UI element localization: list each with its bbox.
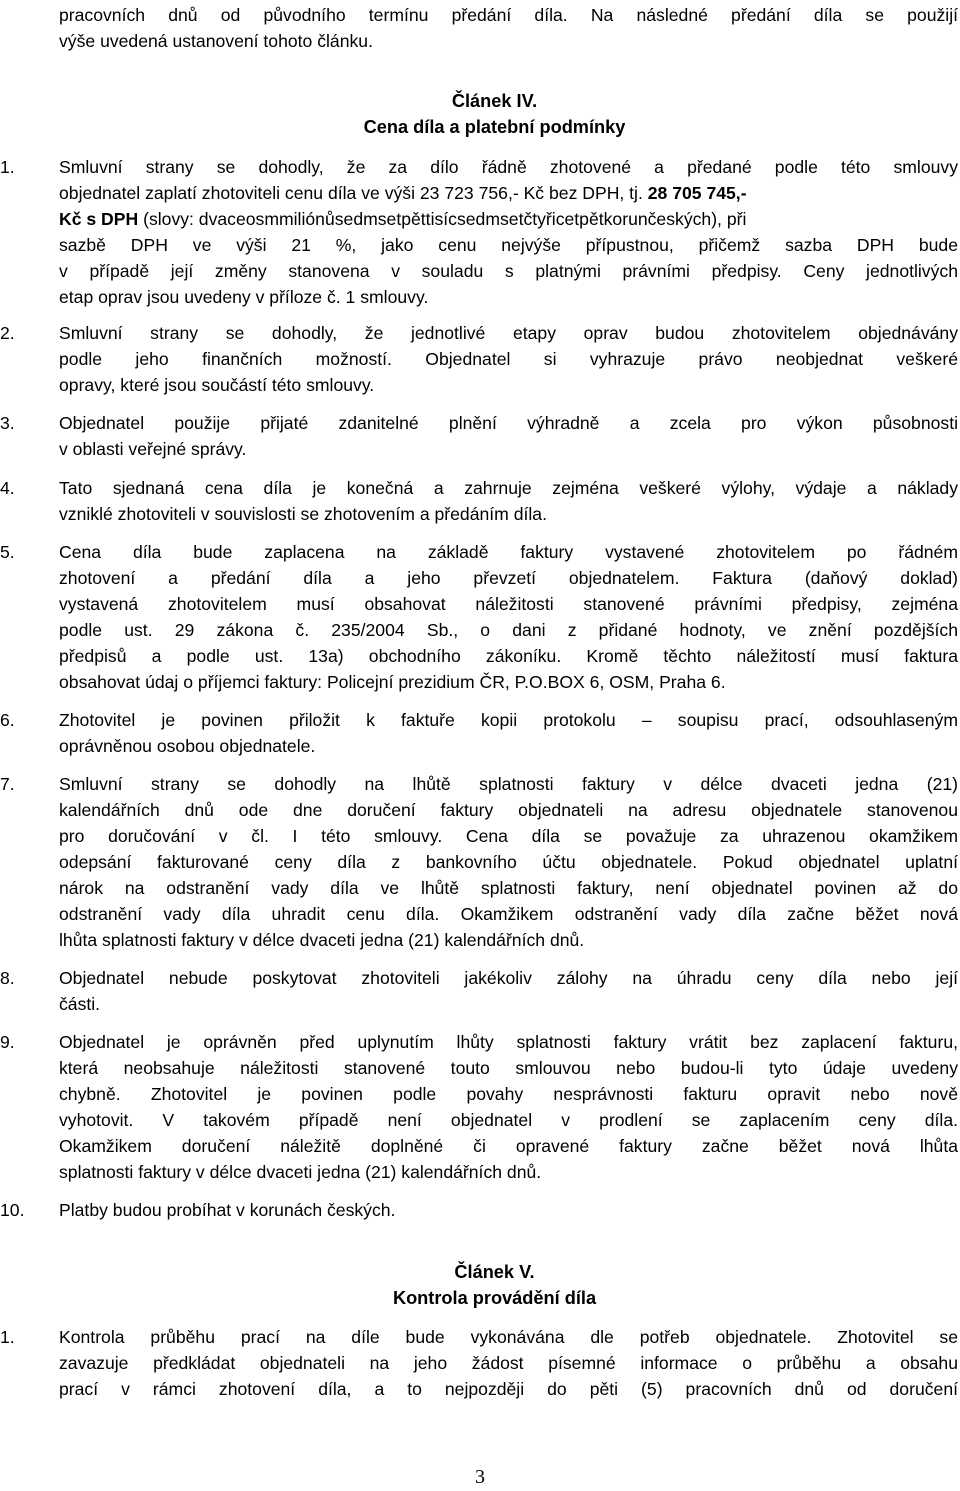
paragraph-line: Objednatel použije přijaté zdanitelné plnění výhradně a zcela pro výkon působnosti bbox=[59, 413, 958, 433]
paragraph-line: kalendářních dnů ode dne doručení faktury objednateli na adresu objednatele stanovenou bbox=[59, 800, 958, 820]
paragraph-line: odstranění vady díla uhradit cenu díla. Okamžikem odstranění vady díla začne běžet nová bbox=[59, 904, 958, 924]
paragraph-line: předpisů a podle ust. 13a) obchodního zákoníku. Kromě těchto náležitostí musí faktura bbox=[59, 646, 958, 666]
paragraph-line: lhůta splatnosti faktury v délce dvaceti jedna (21) kalendářních dnů. bbox=[59, 930, 585, 950]
paragraph-line: v případě její změny stanovena v souladu s platnými právními předpisy. Ceny jednotlivých bbox=[59, 261, 958, 281]
item-number: 1. bbox=[0, 1327, 15, 1347]
paragraph-line: podle ust. 29 zákona č. 235/2004 Sb., o dani z přidané hodnoty, ve znění pozdějších bbox=[59, 620, 958, 640]
item-number: 2. bbox=[0, 323, 15, 343]
paragraph-line: vystavená zhotovitelem musí obsahovat náležitosti stanovené právními předpisy, zejména bbox=[59, 594, 958, 614]
paragraph-line: pro doručování v čl. I této smlouvy. Cena díla se považuje za uhrazenou okamžikem bbox=[59, 826, 958, 846]
page-number: 3 bbox=[475, 1466, 485, 1488]
paragraph-line: oprávněnou osobou objednatele. bbox=[59, 736, 316, 756]
paragraph-line: Okamžikem doručení náležitě doplněné či opravené faktury začne běžet nová lhůta bbox=[59, 1136, 958, 1156]
paragraph-line: prací v rámci zhotovení díla, a to nejpozději do pěti (5) pracovních dnů od doručení bbox=[59, 1379, 958, 1399]
paragraph-line: Cena díla bude zaplacena na základě faktury vystavené zhotovitelem po řádném bbox=[59, 542, 958, 562]
paragraph-line: nárok na odstranění vady díla ve lhůtě splatnosti faktury, není objednatel povinen až do bbox=[59, 878, 958, 898]
price-with-vat: 28 705 745,- bbox=[647, 183, 747, 203]
item-number: 3. bbox=[0, 413, 15, 433]
paragraph-line: chybně. Zhotovitel je povinen podle povahy nesprávnosti fakturu opravit nebo nově bbox=[59, 1084, 958, 1104]
paragraph-line: která neobsahuje náležitosti stanovené touto smlouvou nebo budou-li tyto údaje uvedeny bbox=[59, 1058, 958, 1078]
paragraph-line: Smluvní strany se dohodly, že za dílo řádně zhotovené a předané podle této smlouvy bbox=[59, 157, 958, 177]
item-number: 1. bbox=[0, 157, 15, 177]
paragraph-line: etap oprav jsou uvedeny v příloze č. 1 smlouvy. bbox=[59, 287, 429, 307]
paragraph-line: vyhotovit. V takovém případě není objednatel v prodlení se zaplacením ceny díla. bbox=[59, 1110, 958, 1130]
paragraph-line: Kontrola průběhu prací na díle bude vykonávána dle potřeb objednatele. Zhotovitel se bbox=[59, 1327, 958, 1347]
paragraph-line: části. bbox=[59, 994, 101, 1014]
article-4-title: Cena díla a platební podmínky bbox=[363, 117, 626, 137]
intro-line-1: pracovních dnů od původního termínu předání díla. Na následné předání díla se použijí bbox=[59, 5, 958, 25]
paragraph-line: obsahovat údaj o příjemci faktury: Policejní prezidium ČR, P.O.BOX 6, OSM, Praha 6. bbox=[59, 672, 726, 692]
paragraph-line: Smluvní strany se dohodly na lhůtě splatnosti faktury v délce dvaceti jedna (21) bbox=[59, 774, 958, 794]
paragraph-line: Kč s DPH (slovy: dvaceosmmiliónůsedmsetpěttisícsedmsetčtyřicetpětkorunčeských), při bbox=[59, 209, 747, 229]
paragraph-line: podle jeho finančních možností. Objednatel si vyhrazuje právo neobjednat veškeré bbox=[59, 349, 958, 369]
item-number: 6. bbox=[0, 710, 15, 730]
paragraph-line: Objednatel nebude poskytovat zhotoviteli jakékoliv zálohy na úhradu ceny díla nebo její bbox=[59, 968, 958, 988]
paragraph-line: Platby budou probíhat v korunách českých. bbox=[59, 1200, 396, 1220]
paragraph-line: vzniklé zhotoviteli v souvislosti se zhotovením a předáním díla. bbox=[59, 504, 547, 524]
item-number: 10. bbox=[0, 1200, 25, 1220]
paragraph-line: zavazuje předkládat objednateli na jeho žádost písemné informace o průběhu a obsahu bbox=[59, 1353, 958, 1373]
paragraph-line: zhotovení a předání díla a jeho převzetí objednatelem. Faktura (daňový doklad) bbox=[59, 568, 958, 588]
paragraph-line: splatnosti faktury v délce dvaceti jedna (21) kalendářních dnů. bbox=[59, 1162, 542, 1182]
paragraph-line: sazbě DPH ve výši 21 %, jako cenu nejvýše přípustnou, přičemž sazba DPH bude bbox=[59, 235, 958, 255]
item-number: 4. bbox=[0, 478, 15, 498]
article-4-heading: Článek IV. bbox=[451, 91, 538, 111]
paragraph-line: opravy, které jsou součástí této smlouvy. bbox=[59, 375, 375, 395]
article-5-heading: Článek V. bbox=[454, 1262, 535, 1282]
item-number: 5. bbox=[0, 542, 15, 562]
paragraph-line: Zhotovitel je povinen přiložit k faktuře kopii protokolu – soupisu prací, odsouhlaseným bbox=[59, 710, 958, 730]
paragraph-line: Objednatel je oprávněn před uplynutím lhůty splatnosti faktury vrátit bez zaplacení fakturu, bbox=[59, 1032, 958, 1052]
paragraph-line: v oblasti veřejné správy. bbox=[59, 439, 247, 459]
item-number: 8. bbox=[0, 968, 15, 988]
paragraph-line: odepsání fakturované ceny díla z bankovního účtu objednatele. Pokud objednatel uplatní bbox=[59, 852, 958, 872]
paragraph-line: Tato sjednaná cena díla je konečná a zahrnuje zejména veškeré výlohy, výdaje a náklady bbox=[59, 478, 958, 498]
item-number: 9. bbox=[0, 1032, 15, 1052]
intro-line-2: výše uvedená ustanovení tohoto článku. bbox=[59, 31, 373, 51]
paragraph-line: Smluvní strany se dohodly, že jednotlivé etapy oprav budou zhotovitelem objednávány bbox=[59, 323, 958, 343]
paragraph-line: objednatel zaplatí zhotoviteli cenu díla ve výši 23 723 756,- Kč bez DPH, tj. 28 705 745,- bbox=[59, 183, 747, 203]
article-5-title: Kontrola provádění díla bbox=[392, 1288, 597, 1308]
item-number: 7. bbox=[0, 774, 15, 794]
